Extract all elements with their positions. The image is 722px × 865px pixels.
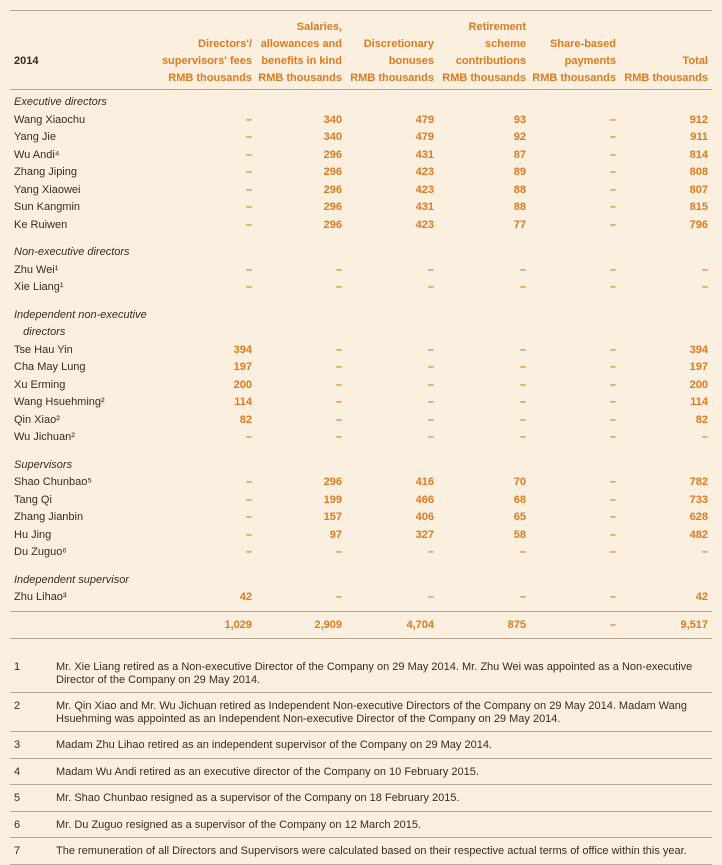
row-value: – xyxy=(427,546,434,558)
col-header-total: Total RMB thousands xyxy=(624,55,708,84)
table-row xyxy=(10,527,712,545)
table-row xyxy=(10,164,712,182)
row-value: 197 xyxy=(233,361,252,373)
col-header-retirement: Retirement scheme contributions RMB thousands xyxy=(442,21,526,84)
footnote-item xyxy=(10,654,712,693)
table-row xyxy=(10,199,712,217)
row-name: Zhu Lihao³ xyxy=(14,591,67,603)
row-value: 82 xyxy=(695,413,708,426)
table-header xyxy=(10,10,712,90)
row-name: Qin Xiao² xyxy=(14,413,60,426)
table-row xyxy=(10,589,712,607)
row-value: – xyxy=(519,431,526,443)
row-value: – xyxy=(609,113,616,126)
row-name: Cha May Lung xyxy=(14,361,86,373)
row-value: – xyxy=(519,591,526,603)
row-value: 327 xyxy=(415,528,434,541)
row-value: – xyxy=(335,431,342,443)
row-value: – xyxy=(609,396,616,408)
row-value: – xyxy=(335,263,342,276)
table-row xyxy=(10,492,712,510)
col-header-salaries: Salaries, allowances and benefits in kind RMB thousands xyxy=(258,21,342,84)
section-heading: Executive directors xyxy=(14,96,107,108)
row-value: – xyxy=(519,343,526,356)
row-value: 807 xyxy=(689,183,708,196)
row-value: 199 xyxy=(323,493,342,506)
row-value: 197 xyxy=(689,361,708,373)
row-name: Tse Hau Yin xyxy=(14,343,73,356)
row-value: – xyxy=(701,281,708,293)
row-value: 157 xyxy=(323,511,342,523)
row-value: 431 xyxy=(415,201,434,213)
row-value: 200 xyxy=(233,378,252,391)
row-value: – xyxy=(609,281,616,293)
row-value: – xyxy=(427,378,434,391)
row-value: – xyxy=(609,343,616,356)
row-name: Shao Chunbao⁵ xyxy=(14,476,92,488)
total-value: 875 xyxy=(507,618,526,631)
footnote-item xyxy=(10,812,712,839)
row-value: – xyxy=(427,431,434,443)
row-value: – xyxy=(245,476,252,488)
table-row xyxy=(10,544,712,562)
table-row xyxy=(10,182,712,200)
row-value: 296 xyxy=(323,218,342,231)
row-value: 97 xyxy=(329,528,342,541)
row-value: – xyxy=(609,263,616,276)
table-row xyxy=(10,112,712,130)
col-header-fees: Directors'/ supervisors' fees RMB thousands xyxy=(161,38,252,84)
row-value: 796 xyxy=(689,218,708,231)
table-row xyxy=(10,474,712,492)
footnote-item xyxy=(10,838,712,865)
row-value: 628 xyxy=(689,511,708,523)
footnote-text: Madam Wu Andi retired as an executive director of the Company on 10 February 2015. xyxy=(56,765,479,778)
row-value: – xyxy=(245,113,252,126)
row-value: 70 xyxy=(513,476,526,488)
row-value: – xyxy=(335,343,342,356)
footnote-number: 1 xyxy=(14,661,21,673)
row-name: Du Zuguo⁶ xyxy=(14,546,67,558)
row-value: 42 xyxy=(239,591,252,603)
row-value: 87 xyxy=(513,148,526,161)
row-value: 394 xyxy=(689,343,708,356)
row-value: – xyxy=(245,131,252,143)
row-value: – xyxy=(519,396,526,408)
footnote-item xyxy=(10,759,712,786)
remuneration-table xyxy=(10,10,712,631)
table-row xyxy=(10,429,712,447)
row-value: 296 xyxy=(323,476,342,488)
year-label: 2014 xyxy=(14,55,39,67)
section-heading: Independent non-executive directors xyxy=(14,308,147,338)
row-name: Tang Qi xyxy=(14,493,52,506)
row-value: – xyxy=(335,546,342,558)
row-value: – xyxy=(519,378,526,391)
row-name: Ke Ruiwen xyxy=(14,218,68,231)
footnote-item xyxy=(10,693,712,732)
row-value: 42 xyxy=(695,591,708,603)
row-value: – xyxy=(427,281,434,293)
row-value: 89 xyxy=(513,166,526,178)
row-value: 482 xyxy=(689,528,708,541)
row-value: – xyxy=(245,183,252,196)
footnote-number: 3 xyxy=(14,739,21,751)
row-value: – xyxy=(335,378,342,391)
table-row xyxy=(10,217,712,235)
table-row xyxy=(10,377,712,395)
row-value: – xyxy=(427,396,434,408)
row-value: – xyxy=(609,493,616,506)
table-row xyxy=(10,279,712,297)
footnote-number: 2 xyxy=(14,700,21,712)
row-value: – xyxy=(519,281,526,293)
row-value: – xyxy=(609,476,616,488)
row-value: – xyxy=(245,511,252,523)
row-value: – xyxy=(335,396,342,408)
row-name: Wu Andi⁴ xyxy=(14,148,60,161)
footnote-text: The remuneration of all Directors and Supervisors were calculated based on their respective actual terms of office within this year. xyxy=(56,845,687,857)
section-heading: Independent supervisor xyxy=(14,573,129,586)
row-value: 296 xyxy=(323,183,342,196)
row-value: 68 xyxy=(513,493,526,506)
row-value: 466 xyxy=(415,493,434,506)
footnote-number: 4 xyxy=(14,765,21,778)
row-value: – xyxy=(609,528,616,541)
total-value: 2,909 xyxy=(314,618,342,631)
table-row xyxy=(10,129,712,147)
row-value: – xyxy=(245,218,252,231)
row-value: – xyxy=(609,131,616,143)
table-row xyxy=(10,262,712,280)
table-row xyxy=(10,412,712,430)
total-value: 4,704 xyxy=(406,618,434,631)
row-value: 479 xyxy=(415,113,434,126)
row-value: – xyxy=(609,511,616,523)
row-value: 93 xyxy=(513,113,526,126)
row-value: – xyxy=(609,378,616,391)
row-value: 340 xyxy=(323,131,342,143)
row-value: – xyxy=(701,431,708,443)
row-value: – xyxy=(427,263,434,276)
row-value: 416 xyxy=(415,476,434,488)
row-name: Sun Kangmin xyxy=(14,201,81,213)
row-value: – xyxy=(701,546,708,558)
row-name: Wang Xiaochu xyxy=(14,113,86,126)
row-value: – xyxy=(519,361,526,373)
col-header-share-based: Share-based payments RMB thousands xyxy=(532,38,616,84)
row-value: – xyxy=(609,361,616,373)
row-name: Yang Jie xyxy=(14,131,56,143)
row-value: 912 xyxy=(689,113,708,126)
footnote-text: Mr. Shao Chunbao resigned as a supervisor of the Company on 18 February 2015. xyxy=(56,792,460,804)
row-name: Wu Jichuan² xyxy=(14,431,75,443)
footnote-item xyxy=(10,785,712,812)
row-value: – xyxy=(519,413,526,426)
footnote-text: Madam Zhu Lihao retired as an independent supervisor of the Company on 29 May 2014. xyxy=(56,739,492,751)
row-value: – xyxy=(245,546,252,558)
row-value: – xyxy=(245,263,252,276)
row-value: 114 xyxy=(234,396,252,408)
row-value: 200 xyxy=(689,378,708,391)
row-value: 733 xyxy=(689,493,708,506)
table-row xyxy=(10,342,712,360)
row-value: 423 xyxy=(415,166,434,178)
footnote-item xyxy=(10,732,712,759)
table-row xyxy=(10,147,712,165)
row-value: – xyxy=(427,361,434,373)
total-value: 9,517 xyxy=(680,618,708,631)
row-name: Xu Erming xyxy=(14,378,66,391)
footnote-text: Mr. Du Zuguo resigned as a supervisor of the Company on 12 March 2015. xyxy=(56,818,422,831)
row-value: – xyxy=(335,591,342,603)
footnote-text: Mr. Qin Xiao and Mr. Wu Jichuan retired as Independent Non-executive Directors of the Company on 29 May 2014. Madam Wang Hsuehming was appointed as an Independent Non-executive Director of the Company on 29 May 2014. xyxy=(56,700,687,725)
col-header-bonuses: Discretionary bonuses RMB thousands xyxy=(350,38,434,84)
row-value: 815 xyxy=(689,201,708,213)
row-value: 296 xyxy=(323,201,342,213)
row-value: 808 xyxy=(689,166,708,178)
row-value: – xyxy=(427,591,434,603)
footnotes xyxy=(10,654,712,865)
row-name: Zhang Jianbin xyxy=(14,511,84,523)
row-value: 92 xyxy=(513,131,526,143)
table-row xyxy=(10,394,712,412)
row-value: – xyxy=(335,281,342,293)
row-value: – xyxy=(519,546,526,558)
row-value: 65 xyxy=(513,511,526,523)
footnote-number: 6 xyxy=(14,818,21,831)
row-value: 296 xyxy=(323,148,342,161)
row-value: 58 xyxy=(513,528,526,541)
row-name: Yang Xiaowei xyxy=(14,183,81,196)
row-value: 394 xyxy=(233,343,252,356)
row-value: – xyxy=(427,413,434,426)
row-name: Hu Jing xyxy=(14,528,52,541)
row-value: – xyxy=(245,201,252,213)
row-value: – xyxy=(609,201,616,213)
row-value: 114 xyxy=(690,396,708,408)
row-value: 88 xyxy=(513,183,526,196)
row-value: – xyxy=(609,183,616,196)
total-value: 1,029 xyxy=(224,618,252,631)
row-value: – xyxy=(609,546,616,558)
row-value: 82 xyxy=(239,413,252,426)
row-value: – xyxy=(335,413,342,426)
section-heading: Supervisors xyxy=(14,458,73,471)
row-value: – xyxy=(427,343,434,356)
table-row xyxy=(10,359,712,377)
row-value: 911 xyxy=(690,131,708,143)
row-value: – xyxy=(609,591,616,603)
row-value: – xyxy=(245,281,252,293)
row-value: – xyxy=(245,528,252,541)
row-value: 340 xyxy=(323,113,342,126)
total-value: – xyxy=(609,618,616,631)
row-value: 406 xyxy=(415,511,434,523)
row-value: – xyxy=(245,148,252,161)
row-name: Zhu Wei¹ xyxy=(14,263,59,276)
row-value: 88 xyxy=(513,201,526,213)
row-value: 814 xyxy=(689,148,708,161)
row-value: 431 xyxy=(415,148,434,161)
section-heading: Non-executive directors xyxy=(14,246,130,258)
row-value: – xyxy=(609,148,616,161)
totals-row xyxy=(10,611,712,639)
row-value: – xyxy=(519,263,526,276)
row-value: – xyxy=(609,218,616,231)
row-value: 77 xyxy=(513,218,526,231)
row-value: – xyxy=(609,413,616,426)
row-name: Xie Liang¹ xyxy=(14,281,64,293)
row-value: – xyxy=(609,166,616,178)
row-value: – xyxy=(245,166,252,178)
row-value: – xyxy=(245,431,252,443)
row-value: 782 xyxy=(689,476,708,488)
footnote-number: 5 xyxy=(14,792,21,804)
table-row xyxy=(10,509,712,527)
row-value: 423 xyxy=(415,183,434,196)
row-name: Wang Hsuehming² xyxy=(14,396,105,408)
footnote-text: Mr. Xie Liang retired as a Non-executive Director of the Company on 29 May 2014. Mr. Zhu Wei was appointed as a Non-executive Director of the Company on 29 May 2014. xyxy=(56,661,693,686)
row-value: 423 xyxy=(415,218,434,231)
row-value: – xyxy=(245,493,252,506)
row-name: Zhang Jiping xyxy=(14,166,77,178)
row-value: 296 xyxy=(323,166,342,178)
row-value: – xyxy=(609,431,616,443)
footnote-number: 7 xyxy=(14,845,21,857)
row-value: 479 xyxy=(415,131,434,143)
row-value: – xyxy=(701,263,708,276)
row-value: – xyxy=(335,361,342,373)
